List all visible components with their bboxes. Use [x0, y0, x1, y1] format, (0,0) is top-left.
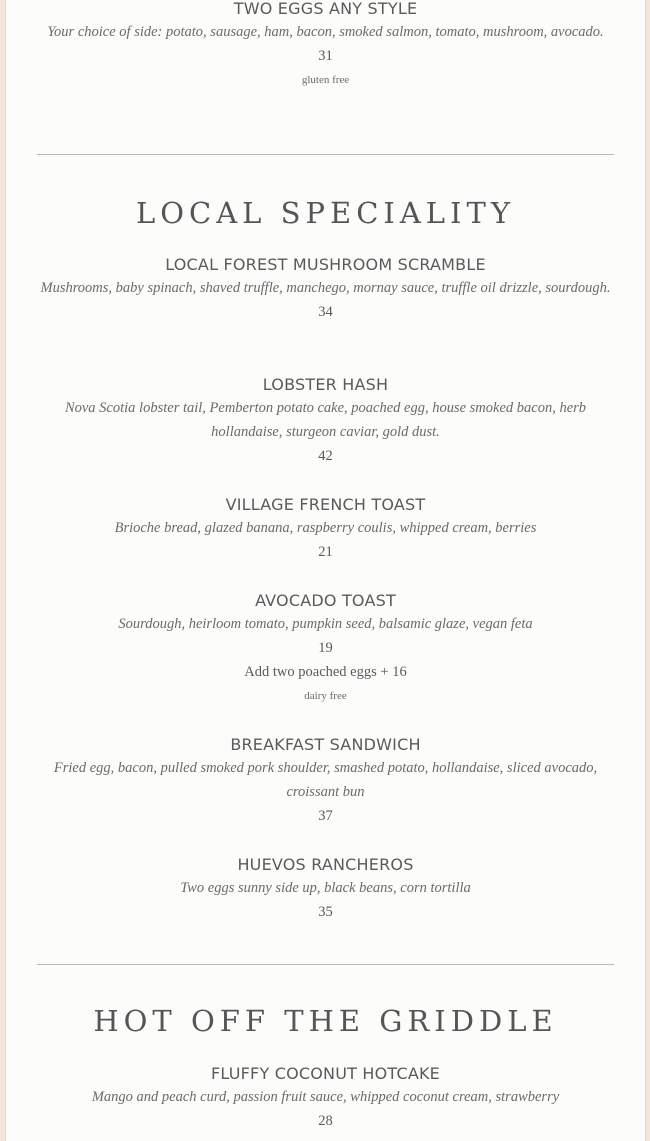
item-price: 19 [318, 640, 333, 656]
menu-item-french-toast [6, 494, 645, 564]
item-price: 28 [318, 1113, 333, 1129]
item-description: Mango and peach curd, passion fruit sauce, whipped coconut cream, strawberry [91, 1089, 560, 1105]
item-price: 34 [318, 304, 333, 320]
item-name: BREAKFAST SANDWICH [230, 735, 421, 754]
item-price: 37 [318, 808, 333, 824]
item-name: LOCAL FOREST MUSHROOM SCRAMBLE [165, 255, 486, 274]
menu-item-lobster-hash [6, 374, 645, 468]
item-name: HUEVOS RANCHEROS [237, 855, 414, 874]
item-description: Mushrooms, baby spinach, shaved truffle, manchego, mornay sauce, truffle oil drizzle, sourdough. [40, 280, 611, 296]
menu-page [5, 0, 646, 1141]
section-divider [37, 154, 614, 155]
section-divider [37, 964, 614, 965]
item-name: AVOCADO TOAST [255, 591, 396, 610]
menu-item-avocado-toast [6, 590, 645, 708]
item-price: 35 [318, 904, 333, 920]
menu-item-two-eggs [6, 0, 645, 92]
menu-item-coconut-hotcake [6, 1063, 645, 1133]
dietary-tag: gluten free [301, 74, 350, 86]
item-name: LOBSTER HASH [262, 375, 389, 394]
menu-item-breakfast-sandwich [6, 734, 645, 828]
item-price: 21 [318, 544, 333, 560]
item-name: TWO EGGS ANY STYLE [233, 0, 418, 18]
item-description: Brioche bread, glazed banana, raspberry coulis, whipped cream, berries [114, 520, 537, 536]
item-description: Your choice of side: potato, sausage, ham, bacon, smoked salmon, tomato, mushroom, avocado. [47, 24, 604, 40]
dietary-tag: dairy free [304, 690, 347, 702]
menu-item-mushroom-scramble [6, 254, 645, 324]
section-title-hot-off-the-griddle: HOT OFF THE GRIDDLE [93, 1004, 558, 1038]
menu-item-huevos-rancheros [6, 854, 645, 924]
item-name: FLUFFY COCONUT HOTCAKE [211, 1064, 440, 1083]
item-price: 31 [318, 48, 333, 64]
item-description: Sourdough, heirloom tomato, pumpkin seed, balsamic glaze, vegan feta [118, 616, 533, 632]
item-description: Nova Scotia lobster tail, Pemberton potato cake, poached egg, house smoked bacon, herb hollandaise, sturgeon caviar, gold dust. [64, 400, 587, 440]
item-addon: Add two poached eggs + 16 [244, 664, 407, 680]
item-name: VILLAGE FRENCH TOAST [225, 495, 426, 514]
item-price: 42 [318, 448, 333, 464]
item-description: Fried egg, bacon, pulled smoked pork shoulder, smashed potato, hollandaise, sliced avocado, croissant bun [53, 760, 598, 800]
section-title-local-speciality: LOCAL SPECIALITY [136, 196, 515, 230]
item-description: Two eggs sunny side up, black beans, corn tortilla [180, 880, 471, 896]
